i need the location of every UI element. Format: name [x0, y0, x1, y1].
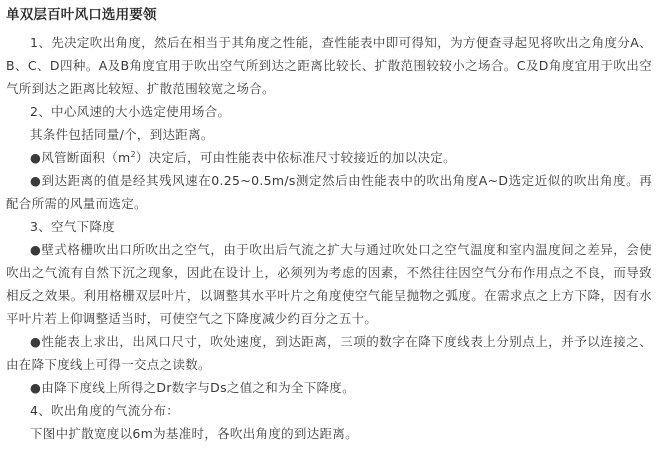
paragraph-4-text-before: ●风管断面积（m	[30, 150, 131, 165]
paragraph-3: 其条件包括同量/个，到达距离。	[30, 127, 214, 142]
paragraph-9: ●由降下度线上所得之Dr数字与Ds之值之和为全下降度。	[30, 380, 355, 395]
paragraph-1: 1、先决定吹出角度，然后在相当于其角度之性能，查性能表中即可得知，为方便查寻起见将吹出之角度分A、B、C、D四种。A及B角度宜用于吹出空气所到达之距离比较长、扩散范围较较小之场合。C及D角度宜用于吹出空气所到达之距离比较短、扩散范围较宽之场合。	[6, 35, 652, 96]
paragraph-4	[6, 146, 652, 169]
paragraph-6: 3、空气下降度	[30, 219, 116, 234]
paragraph-11: 下图中扩散宽度以6m为基准时，各吹出角度的到达距离。	[30, 426, 358, 441]
paragraph-4-text-after: ）决定后，可由性能表中依标准尺寸较接近的加以决定。	[135, 150, 456, 165]
paragraph-8: ●性能表上求出，出风口尺寸，吹处速度，到达距离，三项的数字在降下度线表上分别点上，并予以连接之、由在降下度线上可得一交点之读数。	[6, 334, 652, 372]
superscript-2: 2	[130, 149, 136, 159]
paragraph-5: ●到达距离的值是经其残风速在0.25~0.5m/s测定然后由性能表中的吹出角度A~D选定近似的吹出角度。再配合所需的风量而选定。	[6, 173, 652, 211]
paragraph-7: ●壁式格栅吹出口所吹出之空气，由于吹出后气流之扩大与通过吹处口之空气温度和室内温度间之差异，会使吹出之气流有自然下沉之现象，因此在设计上，必须列为考虑的因素，不然往往因空气分布作用点之不良，而导致相反之效果。利用格栅双层叶片，以调整其水平叶片之角度使空气能呈抛物之弧度。在需求点之上方下降，因有水平叶片若上仰调整适当时，可使空气之下降度减少约百分之五十。	[6, 242, 652, 326]
paragraph-2: 2、中心风速的大小选定使用场合。	[30, 104, 231, 119]
paragraph-10: 4、吹出角度的气流分布：	[30, 403, 180, 418]
document-title: 单双层百叶风口选用要领	[6, 7, 157, 23]
